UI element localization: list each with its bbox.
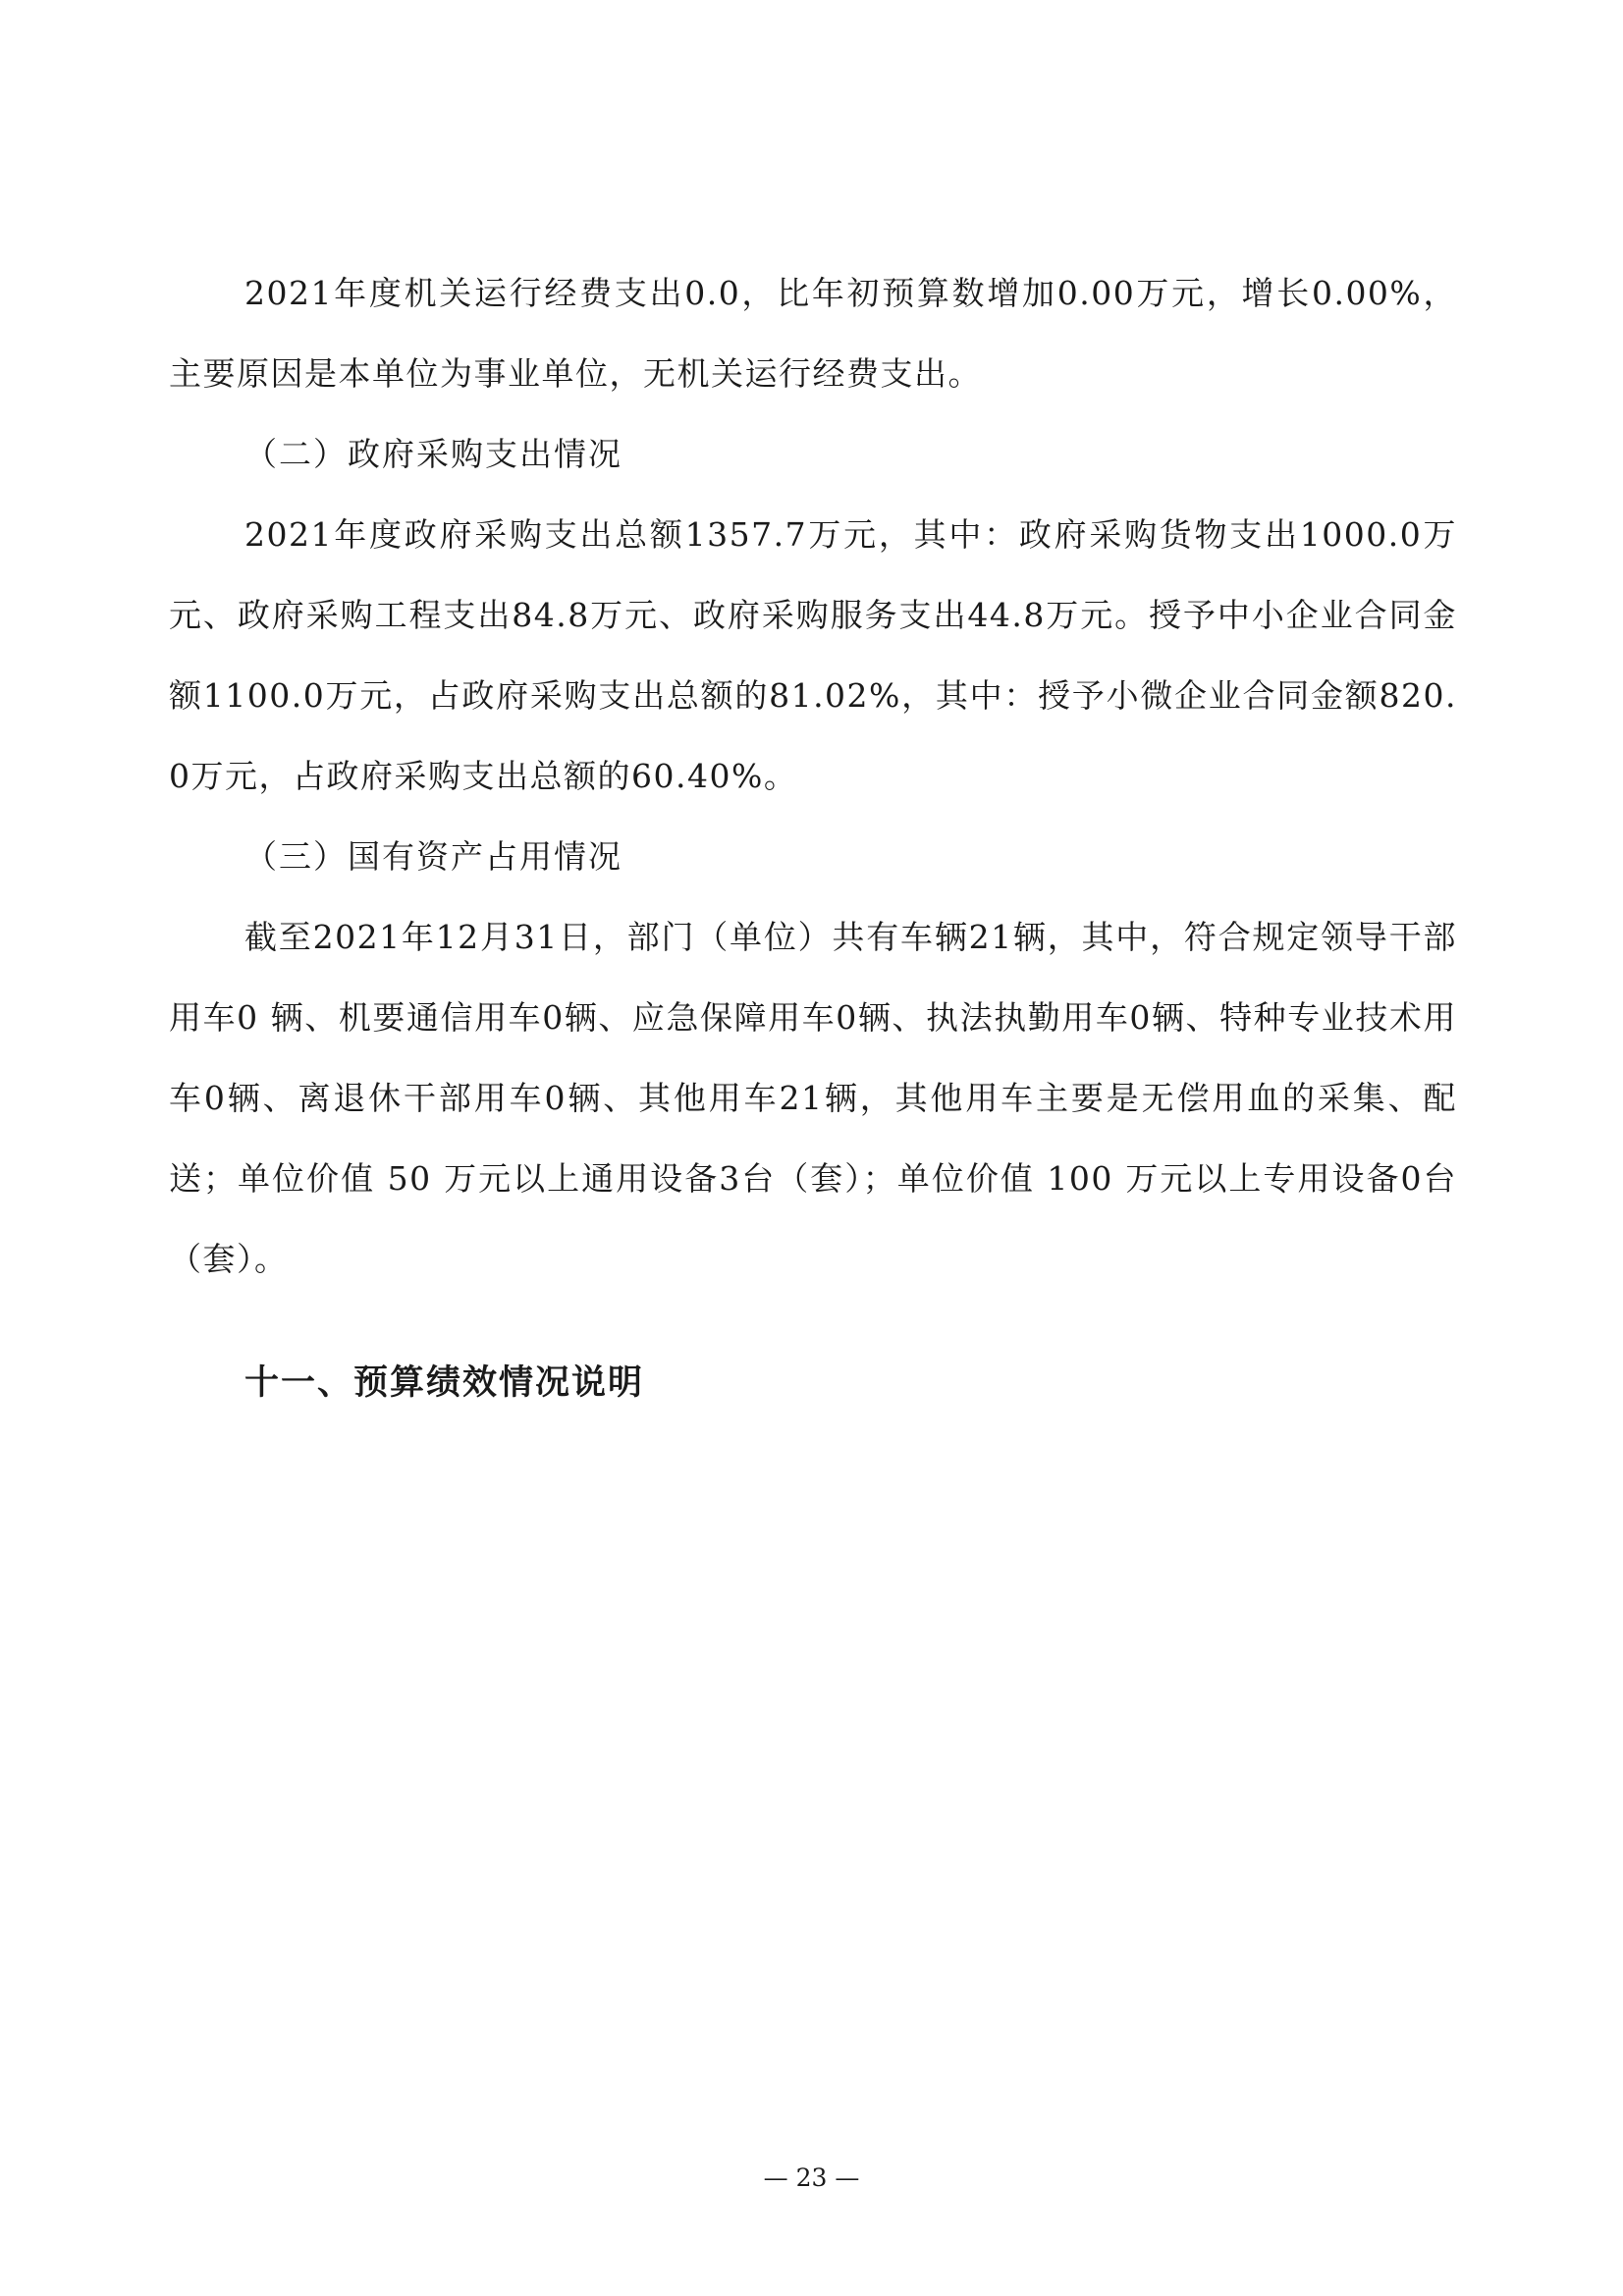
paragraph-government-procurement: 2021年度政府采购支出总额1357.7万元，其中：政府采购货物支出1000.0万元、政府采购工程支出84.8万元、政府采购服务支出44.8万元。授予中小企业合同金额1100.0万元，占政府采购支出总额的81.02%，其中：授予小微企业合同金额820.0万元，占政府采购支出总额的60.40%。 <box>169 515 1457 795</box>
page-number: — 23 — <box>763 2163 860 2192</box>
subheading-government-procurement: （二）政府采购支出情况 <box>244 435 622 473</box>
page-content <box>169 253 1457 1423</box>
subheading-state-assets: （三）国有资产占用情况 <box>244 837 622 876</box>
paragraph-state-assets: 截至2021年12月31日，部门（单位）共有车辆21辆，其中，符合规定领导干部用车0 辆、机要通信用车0辆、应急保障用车0辆、执法执勤用车0辆、特种专业技术用车0辆、离退休干部用车0辆、其他用车21辆，其他用车主要是无偿用血的采集、配送；单位价值 50 万元以上通用设备3台（套）；单位价值 100 万元以上专用设备0台（套）。 <box>169 918 1457 1278</box>
section-heading-budget-performance: 十一、预算绩效情况说明 <box>244 1363 645 1403</box>
paragraph-operating-expenses: 2021年度机关运行经费支出0.0，比年初预算数增加0.00万元，增长0.00%，主要原因是本单位为事业单位，无机关运行经费支出。 <box>169 274 1457 393</box>
